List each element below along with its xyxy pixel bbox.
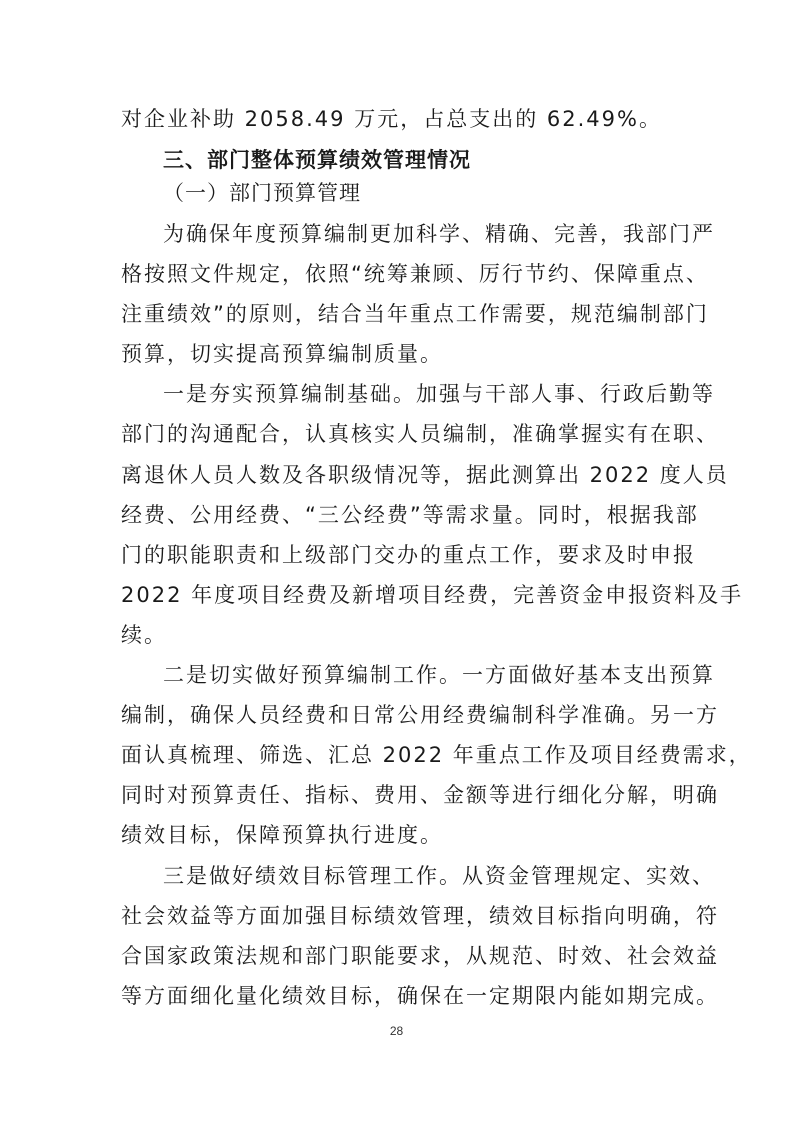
body-text-line: 格按照文件规定，依照“统筹兼顾、厉行节约、保障重点、: [121, 262, 709, 286]
body-text-line: 合国家政策法规和部门职能要求，从规范、时效、社会效益: [121, 944, 719, 968]
body-text-line: 绩效目标，保障预算执行进度。: [121, 823, 443, 847]
body-text-line: 部门的沟通配合，认真核实人员编制，准确掌握实有在职、: [121, 422, 719, 446]
body-text-line: 编制，确保人员经费和日常公用经费编制科学准确。另一方: [121, 703, 719, 727]
section-heading: 三、部门整体预算绩效管理情况: [163, 148, 471, 172]
body-text-line: 经费、公用经费、“三公经费”等需求量。同时，根据我部: [121, 503, 699, 527]
body-text-line: 对企业补助 2058.49 万元，占总支出的 62.49%。: [121, 107, 662, 131]
body-text-line: 续。: [121, 623, 167, 647]
body-text-line: 社会效益等方面加强目标绩效管理，绩效目标指向明确，符: [121, 904, 719, 928]
body-text-line: 同时对预算责任、指标、费用、金额等进行细化分解，明确: [121, 783, 719, 807]
paragraph-first-line: 一是夯实预算编制基础。加强与干部人事、行政后勤等: [163, 382, 715, 406]
body-text-line: 离退休人员人数及各职级情况等，据此测算出 2022 度人员: [121, 463, 729, 487]
paragraph-first-line: 为确保年度预算编制更加科学、精确、完善，我部门严: [163, 222, 715, 246]
body-text-line: 等方面细化量化绩效目标，确保在一定期限内能如期完成。: [121, 984, 719, 1008]
page-number: 28: [389, 1024, 404, 1038]
body-text-line: 注重绩效”的原则，结合当年重点工作需要，规范编制部门: [121, 302, 709, 326]
paragraph-first-line: 三是做好绩效目标管理工作。从资金管理规定、实效、: [163, 864, 715, 888]
subsection-heading: （一）部门预算管理: [163, 181, 361, 205]
paragraph-first-line: 二是切实做好预算编制工作。一方面做好基本支出预算: [163, 663, 715, 687]
body-text-line: 预算，切实提高预算编制质量。: [121, 342, 443, 366]
body-text-line: 门的职能职责和上级部门交办的重点工作，要求及时申报: [121, 543, 696, 567]
body-text-line: 面认真梳理、筛选、汇总 2022 年重点工作及项目经费需求，: [121, 743, 752, 767]
body-text-line: 2022 年度项目经费及新增项目经费，完善资金申报资料及手: [121, 583, 744, 607]
